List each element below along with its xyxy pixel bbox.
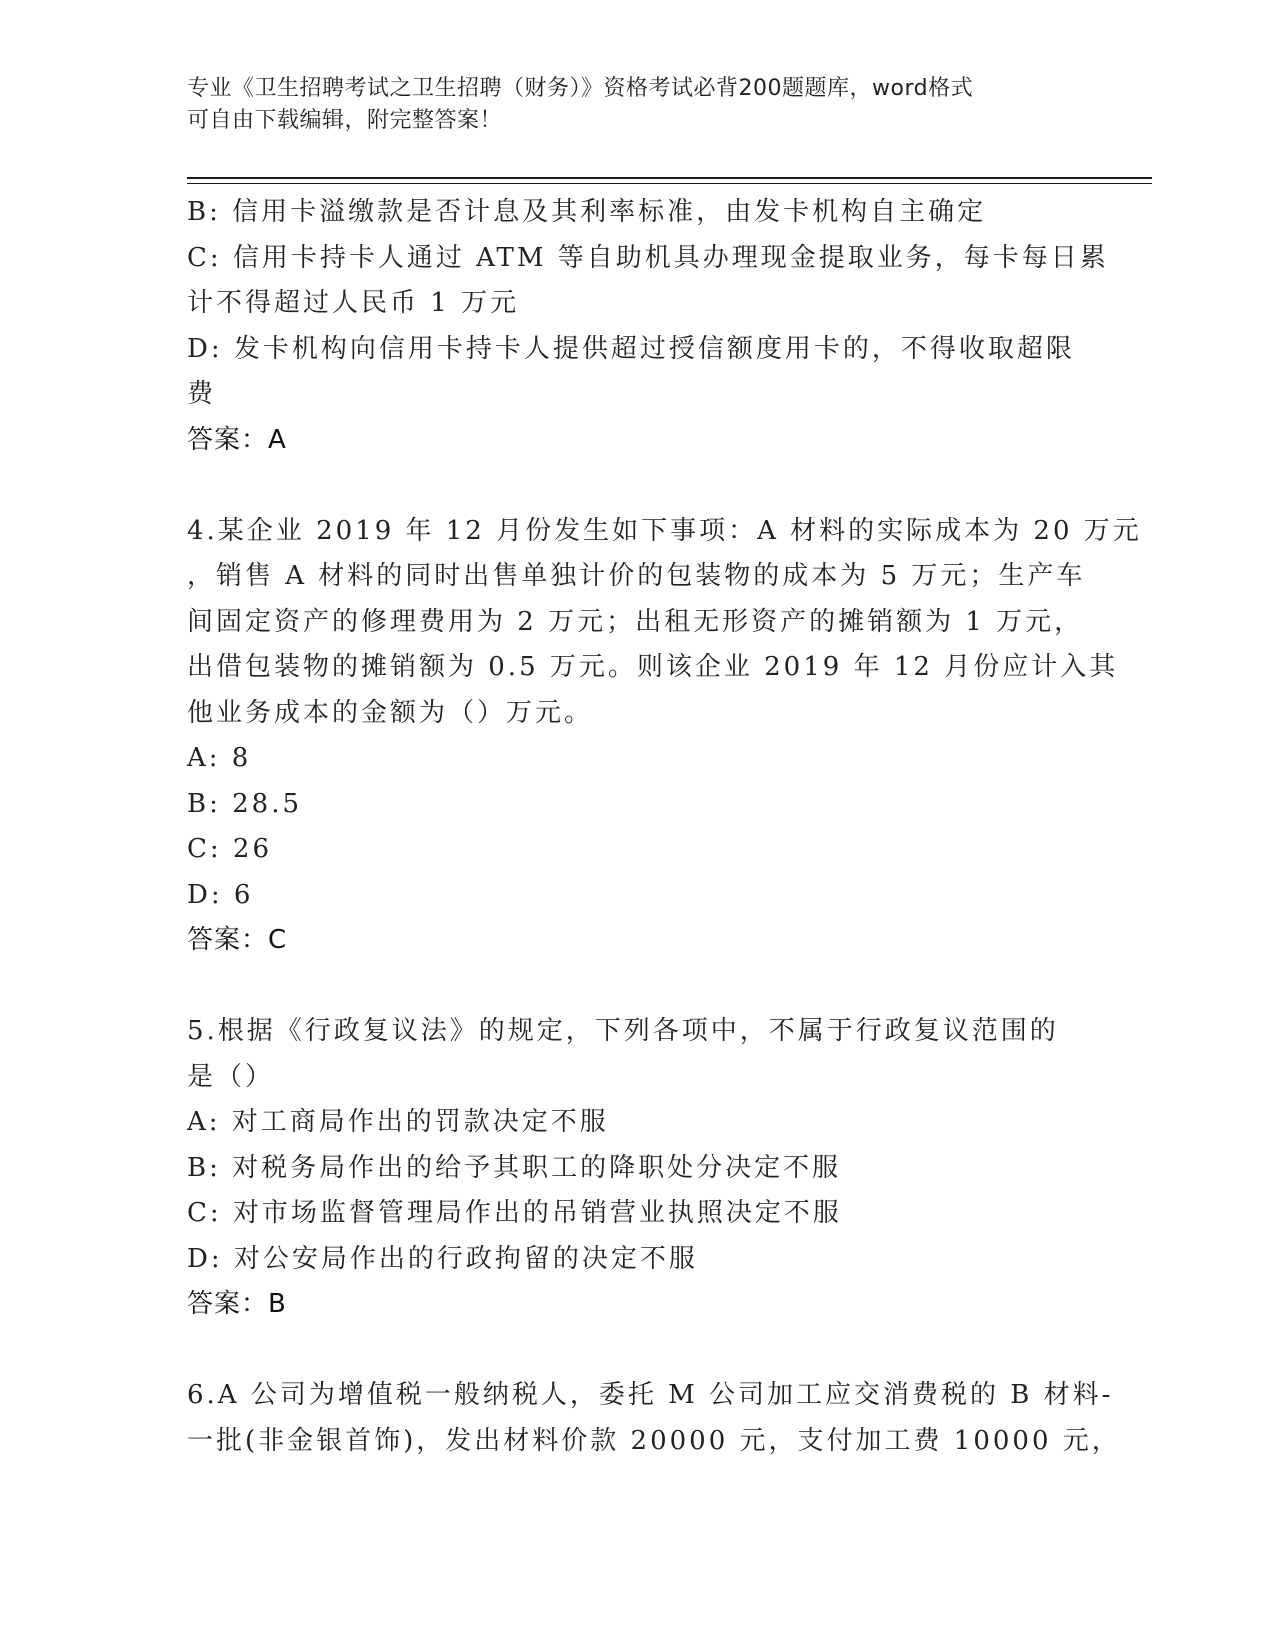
option-a: A: 8 — [187, 743, 252, 773]
option-c: C: 26 — [187, 834, 273, 864]
question-text: 6.A 公司为增值税一般纳税人，委托 M 公司加工应交消费税的 B 材料- — [187, 1380, 1114, 1410]
question-text: 5.根据《行政复议法》的规定，下列各项中，不属于行政复议范围的 — [187, 1016, 1059, 1046]
header-divider-thin — [187, 183, 1152, 184]
option-a: A: 对工商局作出的罚款决定不服 — [187, 1107, 609, 1137]
question-text: 他业务成本的金额为（）万元。 — [187, 697, 594, 728]
header-line: 可自由下载编辑，附完整答案！ — [187, 108, 503, 133]
option-c: C: 信用卡持卡人通过 ATM 等自助机具办理现金提取业务，每卡每日累 — [187, 242, 1109, 273]
question-text: 一批(非金银首饰)，发出材料价款 20000 元，支付加工费 10000 元， — [187, 1425, 1121, 1456]
answer-line: 答案：C — [187, 925, 288, 955]
question-text: 出借包装物的摊销额为 0.5 万元。则该企业 2019 年 12 月份应计入其 — [187, 652, 1119, 682]
option-b: B: 对税务局作出的给予其职工的降职处分决定不服 — [187, 1152, 842, 1183]
option-d: D: 发卡机构向信用卡持卡人提供超过授信额度用卡的，不得收取超限 — [187, 333, 1075, 364]
option-d: D: 对公安局作出的行政拘留的决定不服 — [187, 1243, 698, 1274]
option-c-cont: 计不得超过人民币 1 万元 — [187, 288, 520, 318]
answer-line: 答案：A — [187, 424, 287, 455]
answer-line: 答案：B — [187, 1289, 287, 1319]
question-text: 间固定资产的修理费用为 2 万元；出租无形资产的摊销额为 1 万元， — [187, 606, 1084, 637]
option-d: D: 6 — [187, 879, 254, 910]
question-6 — [187, 1373, 1121, 1464]
option-b: B: 28.5 — [187, 788, 303, 819]
header-divider — [187, 177, 1152, 179]
document-header — [187, 73, 1067, 137]
option-c: C: 对市场监督管理局作出的吊销营业执照决定不服 — [187, 1198, 842, 1228]
option-d-cont: 费 — [187, 379, 217, 409]
question-3-continued — [187, 190, 1109, 463]
question-text: ，销售 A 材料的同时出售单独计价的包装物的成本为 5 万元；生产车 — [187, 561, 1086, 591]
question-4 — [187, 509, 1142, 964]
question-text: 是（） — [187, 1061, 275, 1092]
question-content — [187, 190, 1142, 1464]
header-line: 专业《卫生招聘考试之卫生招聘（财务）》资格考试必背200题题库，word格式 — [187, 76, 974, 101]
question-5 — [187, 1009, 1087, 1328]
question-text: 4.某企业 2019 年 12 月份发生如下事项：A 材料的实际成本为 20 万元 — [187, 515, 1142, 546]
option-b: B: 信用卡溢缴款是否计息及其利率标准，由发卡机构自主确定 — [187, 197, 987, 227]
